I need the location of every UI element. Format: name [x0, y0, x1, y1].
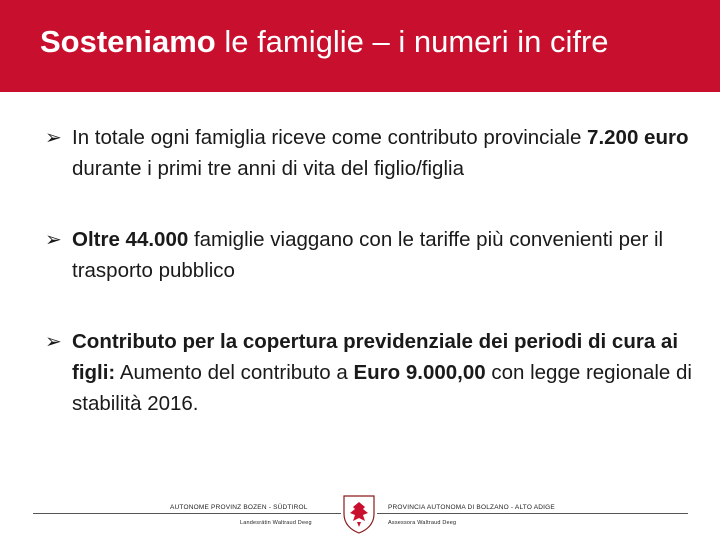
bullet-text-part: Aumento del contributo a — [115, 361, 354, 384]
footer-right-person: Assessora Waltraud Deeg — [388, 520, 457, 526]
bullet-text-part: In totale ogni famiglia riceve come contributo provinciale — [72, 126, 588, 149]
bullet-text-part: con legge regionale di stabilità 2016. — [72, 361, 692, 415]
arrow-bullet-icon: ➢ — [45, 331, 62, 353]
page-title-bold: Sosteniamo — [40, 24, 216, 59]
footer-left-person: Landesrätin Waltraud Deeg — [240, 520, 312, 526]
bullet-text-part: famiglie viaggano con le tariffe più convenienti per il trasporto pubblico — [72, 228, 664, 282]
page-title — [40, 22, 609, 62]
title-bar — [0, 0, 720, 92]
bullet-text-bold: Euro 9.000,00 — [353, 361, 486, 384]
bullet-text-part: durante i primi tre anni di vita del figlio/figlia — [72, 157, 464, 180]
footer-right-org: PROVINCIA AUTONOMA DI BOLZANO - ALTO ADIGE — [388, 504, 555, 511]
bullet-item — [45, 326, 695, 419]
bullet-item — [45, 224, 695, 286]
arrow-bullet-icon: ➢ — [45, 229, 62, 251]
bullet-item — [45, 122, 695, 184]
bullet-text-bold: Contributo per la copertura previdenziale dei periodi di cura ai figli: — [72, 330, 679, 384]
bullet-text-bold: 7.200 euro — [587, 126, 689, 149]
bullet-text — [72, 330, 692, 415]
page-title-rest: le famiglie – i numeri in cifre — [215, 24, 609, 59]
coat-of-arms-icon — [341, 494, 377, 534]
arrow-bullet-icon: ➢ — [45, 127, 62, 149]
bullet-text — [72, 126, 688, 180]
bullet-text — [72, 228, 663, 282]
bullet-list — [45, 122, 695, 459]
bullet-text-bold: Oltre 44.000 — [72, 228, 189, 251]
footer-left-org: AUTONOME PROVINZ BOZEN - SÜDTIROL — [170, 504, 308, 511]
